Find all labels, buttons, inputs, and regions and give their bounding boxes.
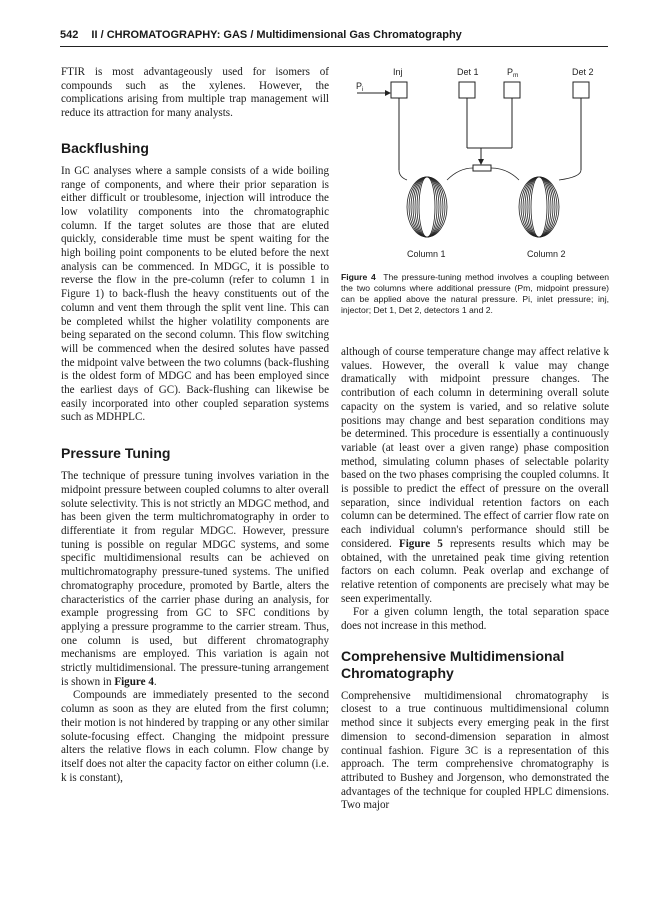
pressure-tuning-schematic: [341, 62, 609, 262]
label-pi: $P_i$: [356, 81, 364, 93]
right-column: [341, 346, 609, 813]
pressure-text-b: .: [153, 675, 157, 688]
intro-paragraph: FTIR is most advantageously used for isomers of compounds such as the xylenes. However, the complications arising from multiple trap management will reduce its attraction for many analysts.: [61, 66, 329, 120]
label-det2: Det 2: [572, 67, 594, 77]
pressure-tuning-heading: Pressure Tuning: [61, 445, 171, 462]
label-inj: Inj: [393, 67, 403, 77]
label-column1: Column 1: [407, 249, 446, 259]
detector-2-box: [573, 82, 589, 98]
label-det1: Det 1: [457, 67, 479, 77]
figure-4-caption: [341, 272, 609, 316]
figure-4-reference[interactable]: Figure 4: [114, 675, 154, 688]
column-2-coil: [491, 168, 581, 237]
detector-1-box: [459, 82, 475, 98]
running-header: [60, 28, 608, 47]
injector-box: [391, 82, 407, 98]
caption-text: The pressure-tuning method involves a coupling between the two columns where additional pressure (Pm, midpoint pressure) can be applied above the natural pressure. Pi, inlet pressure; inj, injector; Det 1, Det 2, detectors 1 and 2.: [341, 272, 610, 315]
backflushing-heading: Backflushing: [61, 139, 149, 156]
right-paragraph-2: For a given column length, the total separation space does not increase in this method.: [341, 606, 609, 633]
right-paragraph-1: [341, 346, 609, 606]
pressure-tuning-paragraph-2: Compounds are immediately presented to the second column as soon as they are eluted from the first column; their motion is not hindered by trapping or any other similar solute-focusing effect. Changing the midpoint pressure alters the relative flows in each column. Flow change by itself does not alter the capacity factor on either column (i.e. k is constant),: [61, 689, 329, 784]
label-pm: $P_m$: [507, 67, 519, 79]
pm-arrowhead: [478, 159, 484, 165]
pi-arrowhead: [385, 90, 391, 96]
pressure-text-a: The technique of pressure tuning involves variation in the midpoint pressure between coupled columns to alter overall solute selectivity. This is not strictly an MDGC method, and has been given the term multichromatography in order to differentiate it from regular MDGC. However, pressure tuning is possible on regular MDGC systems, and some specific multidimensional results can be achieved on multichromatography pressure-tuned systems. The unified chromatography procedure, promoted by Bartle, alters the characteristics of the carrier phase during an analysis, for example progressing from GC to SFC conditions by applying a pressure programme to the carrier stream. Thus, one column is used, but different chromatography mechanisms are employed. This variation is again not strictly multidimensional. The pressure-tuning arrangement is shown in: [61, 470, 329, 688]
figure-5-reference[interactable]: Figure 5: [398, 537, 443, 550]
pressure-tuning-paragraph-1: [61, 470, 329, 689]
column-1-coil: [399, 168, 473, 237]
midpoint-pressure-box: [504, 82, 520, 98]
page-number: 542: [60, 29, 79, 41]
comprehensive-heading: Comprehensive Multidimensional Chromatography: [341, 647, 565, 681]
backflushing-paragraph: In GC analyses where a sample consists of a wide boiling range of components, and where their prior separation is either difficult or troublesome, injection will introduce the low volatility components into the chromatographic column. If the target solutes are those that are eluted quickly, considerable time must be spent waiting for the high boiling point components to be eluted before the next analysis can be commenced. In MDGC, it is possible to reverse the flow in the pre-column (refer to column 1 in Figure 1) to back-flush the heavy constituents out of the column and vent them through the split vent line. This can be completed whilst the higher volatility components are being separated on the second column. This flow switching will be commenced when the desired solutes have passed the midpoint valve between the two columns (back-flushing is the oldest form of MDGC and has been employed since the earliest days of GC). Back-flushing can likewise be easily incorporated into other coupled separation systems such as MDHPLC.: [61, 164, 329, 424]
left-column: [61, 66, 329, 785]
right-text-b: represents results which may be obtained, with the unretained peak time giving retention factors on each column. Peak overlap and exchange of relative retention of components are precisely what may be seen experimentally.: [341, 537, 609, 605]
comprehensive-paragraph: Comprehensive multidimensional chromatography is closest to a true continuous multidimensional column method since it subjects every emerging peak in the first dimension to second-dimension separation in almost continual fashion. Figure 3C is a representation of this approach. The term comprehensive chromatography is attributed to Bushey and Jorgenson, who demonstrated the advantages of the technique for coupled HPLC dimensions. Two major: [341, 689, 609, 812]
right-text-a: although of course temperature change may affect relative k values. However, the overall k value may change dramatically with midpoint pressure changes. The contribution of each column in determining overall solute capacity on the system is varied, and so relative solute positions may change and best separation conditions may be determined. This procedure is essentially a continuously variable (at least over a given range) phase composition method, simulating column phases of selectable polarity based on the two phases comprising the coupled columns. It is possible to predict the effect of pressure on the overall separation, since individual retention factors on each column can be determined. The effect of carrier flow rate on each individual column's performance should still be considered.: [341, 346, 609, 550]
coupling-junction: [473, 165, 491, 171]
figure-4-diagram: [341, 62, 609, 262]
running-title: II / CHROMATOGRAPHY: GAS / Multidimensional Gas Chromatography: [91, 29, 462, 41]
caption-label: Figure 4: [341, 272, 376, 282]
label-column2: Column 2: [527, 249, 566, 259]
